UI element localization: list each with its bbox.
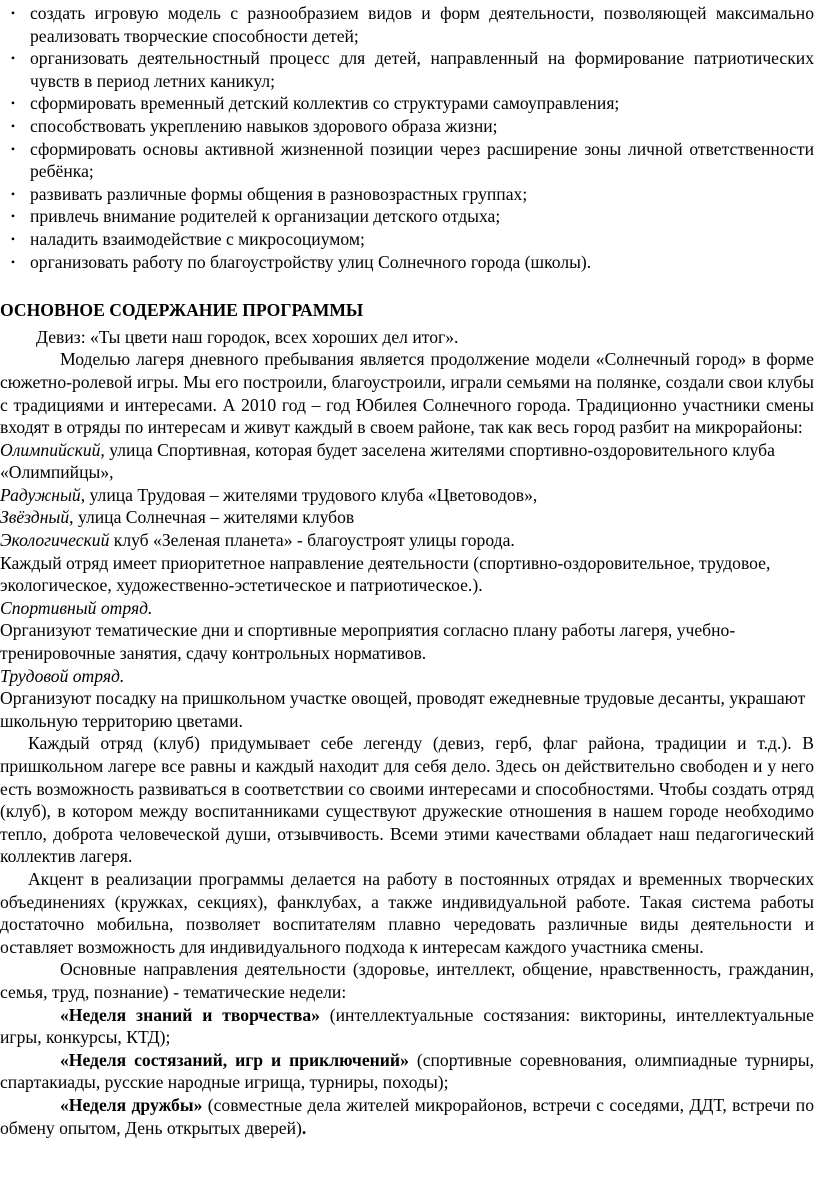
bullet-icon: •	[10, 254, 16, 269]
sport-squad-text: Организуют тематические дни и спортивные мероприятия согласно плану работы лагеря, учебно-тренировочные занятия, сдачу контрольных нормативов.	[0, 620, 736, 664]
week-knowledge: «Неделя знаний и творчества» (интеллектуальные состязания: викторины, интеллектуальные игры, конкурсы, КТД);	[0, 1004, 814, 1048]
goal-item: • сформировать временный детский коллектив со структурами самоуправления;	[0, 92, 814, 115]
district-ecology: Экологический клуб «Зеленая планета» - благоустроят улицы города.	[0, 530, 515, 551]
direction-text: Каждый отряд имеет приоритетное направление деятельности (спортивно-оздоровительное, трудовое, экологическое, художественно-эстетическое и патриотическое.).	[0, 552, 771, 596]
labor-squad-title: Трудовой отряд.	[0, 665, 125, 686]
bullet-icon: •	[10, 186, 16, 201]
section-title: ОСНОВНОЕ СОДЕРЖАНИЕ ПРОГРАММЫ	[0, 300, 364, 321]
bullet-icon: •	[10, 209, 16, 224]
bullet-icon: •	[10, 6, 16, 20]
bullet-icon: •	[10, 231, 16, 246]
goal-item: • создать игровую модель с разнообразием видов и форм деятельности, позволяющей максимально реализовать творческие способности детей;	[0, 2, 814, 47]
bullet-icon: •	[10, 96, 16, 111]
week-friendship: «Неделя дружбы» (совместные дела жителей микрорайонов, встречи с соседями, ДДТ, встречи по обмену опытом, День открытых дверей).	[0, 1094, 815, 1138]
model-paragraph: Моделью лагеря дневного пребывания является продолжение модели «Солнечный город» в форме сюжетно-ролевой игры. Мы его построили, благоустроили, играли семьями на полянке, создали свои клубы с традициями и интересами. А 2010 год – год Юбилея Солнечного города. Традиционно участники смены входят в отряды по интересам и живут каждый в своем районе, так как весь город разбит на микрорайоны:	[0, 349, 814, 438]
labor-squad-text: Организуют посадку на пришкольном участке овощей, проводят ежедневные трудовые десанты, украшают школьную территорию цветами.	[0, 688, 806, 731]
district-star: Звёздный, улица Солнечная – жителями клубов	[0, 507, 355, 528]
goal-item: • организовать деятельностный процесс для детей, направленный на формирование патриотических чувств в период летних каникул;	[0, 47, 814, 92]
district-olympic: Олимпийский, улица Спортивная, которая будет заселена жителями спортивно-оздоровительного клуба «Олимпийцы»,	[0, 439, 775, 483]
goals-list	[0, 2, 814, 273]
directions-paragraph: Основные направления деятельности (здоровье, интеллект, общение, нравственность, гражданин, семья, труд, познание) - тематические недели:	[0, 959, 814, 1002]
goal-item: • способствовать укреплению навыков здорового образа жизни;	[0, 115, 814, 138]
bullet-icon: •	[10, 141, 16, 156]
motto: Девиз: «Ты цвети наш городок, всех хороших дел итог».	[36, 326, 459, 347]
goal-item: • сформировать основы активной жизненной позиции через расширение зоны личной ответственности ребёнка;	[0, 138, 814, 183]
goal-item: • наладить взаимодействие с микросоциумом;	[0, 228, 814, 251]
goal-item: • развивать различные формы общения в разновозрастных группах;	[0, 183, 814, 206]
week-competitions: «Неделя состязаний, игр и приключений» (спортивные соревнования, олимпиадные турниры, спартакиады, русские народные игрища, турниры, походы);	[0, 1049, 814, 1093]
district-rainbow: Радужный, улица Трудовая – жителями трудового клуба «Цветоводов»,	[0, 484, 538, 505]
goal-item: • организовать работу по благоустройству улиц Солнечного города (школы).	[0, 251, 814, 274]
bullet-icon: •	[10, 51, 16, 66]
legend-paragraph: Каждый отряд (клуб) придумывает себе легенду (девиз, герб, флаг района, традиции и т.д.). В пришкольном лагере все равны и каждый находит для себя дело. Здесь он действительно свободен и у него есть возможность развиваться в соответствии со своими интересами и способностями. Чтобы создать отряд (клуб), в котором между воспитанниками существуют дружеские отношения в нашем городе необходимо тепло, доброта человеческой души, отзывчивость. Всеми этими качествами обладает наш педагогический коллектив лагеря.	[0, 733, 814, 867]
sport-squad-title: Спортивный отряд.	[0, 597, 153, 618]
goal-item: • привлечь внимание родителей к организации детского отдыха;	[0, 205, 814, 228]
bullet-icon: •	[10, 118, 16, 133]
accent-paragraph: Акцент в реализации программы делается на работу в постоянных отрядах и временных творческих объединениях (кружках, секциях), фанклубах, а также индивидуальной работе. Такая система работы достаточно мобильна, позволяет воспитателям плавно чередовать различные виды деятельности и оставляет возможность для индивидуального подхода к интересам каждого участника смены.	[0, 868, 814, 957]
